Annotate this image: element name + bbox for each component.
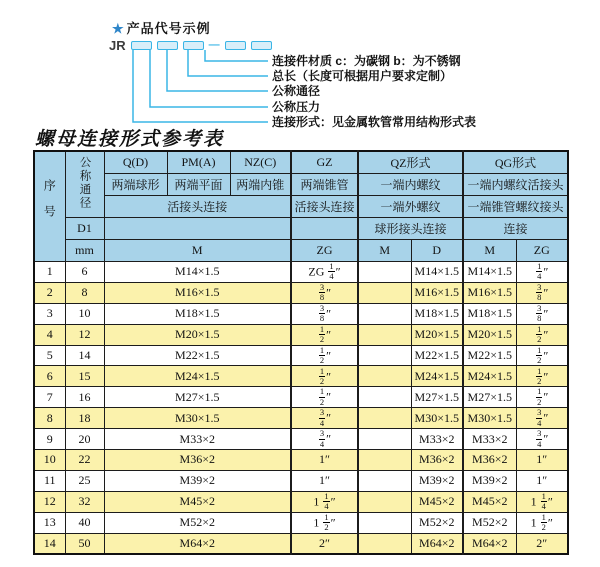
product-code-heading-text: 产品代号示例 — [126, 21, 211, 36]
cell-qz-d: M52×2 — [411, 512, 463, 533]
table-row — [34, 512, 568, 533]
cell-qz-d: M22×1.5 — [411, 345, 463, 366]
cell-qz-d: M14×1.5 — [411, 262, 463, 283]
cell-gz-zg: $\frac{1}{2}$ ″ — [291, 324, 358, 345]
cell-no: 9 — [34, 429, 65, 450]
cell-gz-zg: 2″ — [291, 533, 358, 554]
cell-qg-zg: $\frac{1}{4}$ ″ — [516, 262, 568, 283]
cell-mm: 6 — [65, 262, 104, 283]
header-qz-m: M — [358, 240, 411, 262]
cell-qz-m — [358, 429, 411, 450]
cell-qz-m — [358, 533, 411, 554]
cell-m: M22×1.5 — [104, 345, 291, 366]
cell-qg-m: M64×2 — [463, 533, 516, 554]
cell-mm: 10 — [65, 303, 104, 324]
label-total-length: 总长（长度可根据用户要求定制） — [272, 69, 453, 83]
cell-qg-m: M30×1.5 — [463, 408, 516, 429]
cell-qz-m — [358, 303, 411, 324]
cell-qg-zg: 1 $\frac{1}{2}$ ″ — [516, 512, 568, 533]
cell-qg-m: M36×2 — [463, 450, 516, 471]
cell-qz-d: M16×1.5 — [411, 282, 463, 303]
header-nz-sub: 两端内锥 — [230, 174, 291, 196]
cell-qz-m — [358, 450, 411, 471]
cell-qz-d: M36×2 — [411, 450, 463, 471]
nut-connection-table — [33, 150, 569, 555]
header-pm-sub: 两端平面 — [167, 174, 230, 196]
cell-qz-m — [358, 470, 411, 491]
cell-qg-m: M16×1.5 — [463, 282, 516, 303]
header-m: M — [104, 240, 291, 262]
cell-mm: 16 — [65, 387, 104, 408]
header-qz-sub1: 一端内螺纹 — [358, 174, 463, 196]
cell-gz-zg: 1″ — [291, 470, 358, 491]
header-dn: 公称通径 — [65, 151, 104, 218]
cell-no: 3 — [34, 303, 65, 324]
cell-qz-d: M30×1.5 — [411, 408, 463, 429]
cell-qg-m: M39×2 — [463, 470, 516, 491]
cell-m: M36×2 — [104, 450, 291, 471]
cell-mm: 50 — [65, 533, 104, 554]
cell-qg-zg: $\frac{3}{4}$ ″ — [516, 408, 568, 429]
cell-m: M27×1.5 — [104, 387, 291, 408]
cell-qg-zg: 1″ — [516, 450, 568, 471]
cell-no: 4 — [34, 324, 65, 345]
cell-mm: 40 — [65, 512, 104, 533]
header-qz-conn: 球形接头连接 — [358, 218, 463, 240]
cell-qg-zg: $\frac{1}{2}$ ″ — [516, 324, 568, 345]
cell-no: 5 — [34, 345, 65, 366]
cell-m: M18×1.5 — [104, 303, 291, 324]
cell-m: M39×2 — [104, 470, 291, 491]
cell-qz-m — [358, 408, 411, 429]
cell-qz-m — [358, 491, 411, 512]
cell-mm: 8 — [65, 282, 104, 303]
cell-m: M24×1.5 — [104, 366, 291, 387]
header-nz: NZ(C) — [230, 151, 291, 174]
cell-m: M52×2 — [104, 512, 291, 533]
table-row — [34, 282, 568, 303]
cell-qg-m: M52×2 — [463, 512, 516, 533]
cell-gz-zg: $\frac{3}{8}$ ″ — [291, 303, 358, 324]
header-blank-union — [104, 218, 291, 240]
header-qg-zg: ZG — [516, 240, 568, 262]
cell-qz-d: M24×1.5 — [411, 366, 463, 387]
cell-qg-zg: $\frac{3}{8}$ ″ — [516, 282, 568, 303]
cell-qz-m — [358, 387, 411, 408]
header-gz-conn: 活接头连接 — [291, 196, 358, 218]
header-qg-conn: 连接 — [463, 218, 568, 240]
header-qg-sub2: 一端锥管螺纹接头 — [463, 196, 568, 218]
table-row — [34, 491, 568, 512]
table-row — [34, 366, 568, 387]
cell-mm: 32 — [65, 491, 104, 512]
header-union-conn: 活接头连接 — [104, 196, 291, 218]
cell-gz-zg: ZG $\frac{1}{4}$ ″ — [291, 262, 358, 283]
cell-qz-m — [358, 282, 411, 303]
cell-gz-zg: $\frac{3}{4}$ ″ — [291, 408, 358, 429]
table-row — [34, 303, 568, 324]
cell-m: M16×1.5 — [104, 282, 291, 303]
table-row — [34, 345, 568, 366]
table-row — [34, 387, 568, 408]
header-mm: mm — [65, 240, 104, 262]
cell-no: 1 — [34, 262, 65, 283]
cell-qg-zg: $\frac{1}{2}$ ″ — [516, 387, 568, 408]
cell-m: M45×2 — [104, 491, 291, 512]
cell-qz-d: M20×1.5 — [411, 324, 463, 345]
cell-qg-zg: 2″ — [516, 533, 568, 554]
cell-qg-zg: $\frac{3}{8}$ ″ — [516, 303, 568, 324]
cell-qg-m: M22×1.5 — [463, 345, 516, 366]
cell-qg-m: M18×1.5 — [463, 303, 516, 324]
cell-no: 14 — [34, 533, 65, 554]
cell-qz-d: M27×1.5 — [411, 387, 463, 408]
cell-mm: 14 — [65, 345, 104, 366]
cell-mm: 22 — [65, 450, 104, 471]
cell-qg-zg: 1 $\frac{1}{4}$ ″ — [516, 491, 568, 512]
cell-qz-d: M39×2 — [411, 470, 463, 491]
cell-qz-d: M18×1.5 — [411, 303, 463, 324]
header-q: Q(D) — [104, 151, 167, 174]
cell-mm: 18 — [65, 408, 104, 429]
cell-m: M33×2 — [104, 429, 291, 450]
cell-gz-zg: $\frac{3}{4}$ ″ — [291, 429, 358, 450]
cell-mm: 25 — [65, 470, 104, 491]
cell-qg-m: M27×1.5 — [463, 387, 516, 408]
cell-mm: 15 — [65, 366, 104, 387]
cell-no: 12 — [34, 491, 65, 512]
cell-qz-m — [358, 262, 411, 283]
cell-qg-zg: $\frac{1}{2}$ ″ — [516, 366, 568, 387]
cell-gz-zg: $\frac{1}{2}$ ″ — [291, 345, 358, 366]
label-connection-form: 连接形式：见金属软管常用结构形式表 — [272, 115, 477, 129]
cell-gz-zg: $\frac{1}{2}$ ″ — [291, 387, 358, 408]
header-d1: D1 — [65, 218, 104, 240]
cell-mm: 12 — [65, 324, 104, 345]
cell-m: M14×1.5 — [104, 262, 291, 283]
cell-no: 13 — [34, 512, 65, 533]
cell-qz-d: M33×2 — [411, 429, 463, 450]
cell-qg-zg: $\frac{3}{4}$ ″ — [516, 429, 568, 450]
cell-qz-d: M64×2 — [411, 533, 463, 554]
table-row — [34, 408, 568, 429]
cell-qg-zg: $\frac{1}{2}$ ″ — [516, 345, 568, 366]
cell-no: 10 — [34, 450, 65, 471]
cell-qz-d: M45×2 — [411, 491, 463, 512]
code-dash: — — [208, 38, 220, 51]
header-gz-sub: 两端锥管 — [291, 174, 358, 196]
cell-m: M30×1.5 — [104, 408, 291, 429]
cell-gz-zg: 1″ — [291, 450, 358, 471]
cell-qz-m — [358, 512, 411, 533]
header-qz-sub2: 一端外螺纹 — [358, 196, 463, 218]
cell-no: 7 — [34, 387, 65, 408]
cell-no: 11 — [34, 470, 65, 491]
label-nominal-pressure: 公称压力 — [272, 100, 321, 114]
header-qg-sub1: 一端内螺纹活接头 — [463, 174, 568, 196]
cell-m: M64×2 — [104, 533, 291, 554]
cell-no: 2 — [34, 282, 65, 303]
cell-qg-m: M33×2 — [463, 429, 516, 450]
code-prefix: JR — [109, 37, 126, 53]
header-qz-d: D — [411, 240, 463, 262]
table-row — [34, 470, 568, 491]
table-row — [34, 324, 568, 345]
cell-qz-m — [358, 345, 411, 366]
table-row — [34, 262, 568, 283]
cell-gz-zg: $\frac{1}{2}$ ″ — [291, 366, 358, 387]
table-row — [34, 533, 568, 554]
cell-qg-m: M20×1.5 — [463, 324, 516, 345]
cell-qg-m: M24×1.5 — [463, 366, 516, 387]
label-nominal-diameter: 公称通径 — [272, 84, 321, 98]
table-title: 螺母连接形式参考表 — [35, 128, 225, 150]
cell-gz-zg: $\frac{3}{8}$ ″ — [291, 282, 358, 303]
header-qz: QZ形式 — [358, 151, 463, 174]
star-icon: ★ — [112, 21, 125, 36]
header-q-sub: 两端球形 — [104, 174, 167, 196]
header-gz: GZ — [291, 151, 358, 174]
header-pm: PM(A) — [167, 151, 230, 174]
cell-qg-zg: 1″ — [516, 470, 568, 491]
table-row — [34, 429, 568, 450]
cell-qz-m — [358, 366, 411, 387]
cell-mm: 20 — [65, 429, 104, 450]
label-material: 连接件材质 c：为碳钢 b：为不锈钢 — [272, 54, 461, 68]
cell-gz-zg: 1 $\frac{1}{4}$ ″ — [291, 491, 358, 512]
cell-qg-m: M14×1.5 — [463, 262, 516, 283]
cell-qg-m: M45×2 — [463, 491, 516, 512]
table-body — [34, 262, 568, 555]
cell-no: 6 — [34, 366, 65, 387]
cell-m: M20×1.5 — [104, 324, 291, 345]
header-blank-gz — [291, 218, 358, 240]
header-qg: QG形式 — [463, 151, 568, 174]
header-gz-thread: ZG — [291, 240, 358, 262]
header-qg-m: M — [463, 240, 516, 262]
table-row — [34, 450, 568, 471]
cell-no: 8 — [34, 408, 65, 429]
header-seq: 序号 — [34, 151, 65, 262]
cell-qz-m — [358, 324, 411, 345]
cell-gz-zg: 1 $\frac{1}{2}$ ″ — [291, 512, 358, 533]
